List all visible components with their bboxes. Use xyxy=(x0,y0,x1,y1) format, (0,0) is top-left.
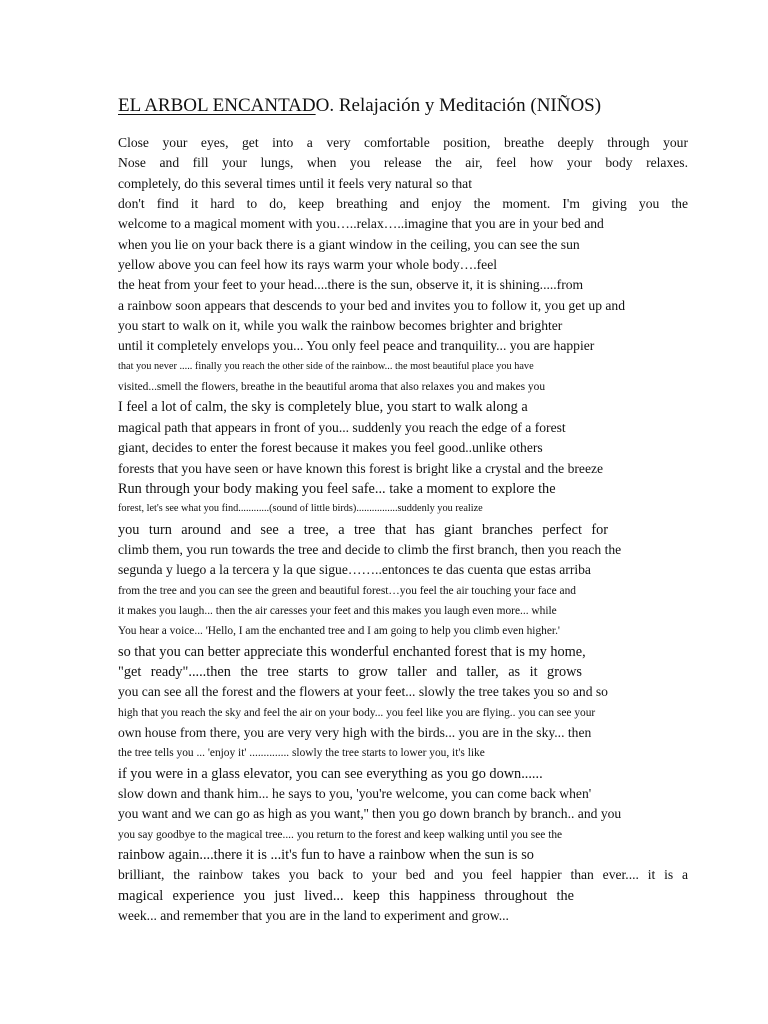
text-line: high that you reach the sky and feel the air on your body... you feel like you are flying.. you can see your xyxy=(118,706,596,719)
text-line: magical experience you just lived... keep this happiness throughout the xyxy=(118,887,574,904)
title-underlined-part: EL ARBOL ENCANTAD xyxy=(118,95,316,116)
text-line: you start to walk on it, while you walk the rainbow becomes brighter and brighter xyxy=(118,318,563,334)
text-line: you say goodbye to the magical tree.... you return to the forest and keep walking until you see the xyxy=(118,828,563,841)
text-line: "get ready".....then the tree starts to grow taller and taller, as it grows xyxy=(118,663,582,680)
text-line: visited...smell the flowers, breathe in the beautiful aroma that also relaxes you and makes you xyxy=(118,381,546,394)
text-line: it makes you laugh... then the air caresses your feet and this makes you laugh even more... while xyxy=(118,604,557,617)
text-line: rainbow again....there it is ...it's fun to have a rainbow when the sun is so xyxy=(118,847,534,864)
text-line: forests that you have seen or have known this forest is bright like a crystal and the breeze xyxy=(118,460,604,476)
text-line: I feel a lot of calm, the sky is completely blue, you start to walk along a xyxy=(118,399,528,416)
text-line: welcome to a magical moment with you…..relax…..imagine that you are in your bed and xyxy=(118,216,604,232)
text-line: don't find it hard to do, keep breathing and enjoy the moment. I'm giving you the xyxy=(118,196,688,212)
text-line: completely, do this several times until it feels very natural so that xyxy=(118,175,472,191)
title-rest-part: O. Relajación y Meditación (NIÑOS) xyxy=(315,95,602,116)
text-line: own house from there, you are very very high with the birds... you are in the sky... then xyxy=(118,724,592,740)
text-line: segunda y luego a la tercera y la que sigue……..entonces te das cuenta que estas arriba xyxy=(118,562,591,578)
text-line: You hear a voice... 'Hello, I am the enchanted tree and I am going to help you climb even higher.' xyxy=(118,625,560,638)
text-line: if you were in a glass elevator, you can see everything as you go down...... xyxy=(118,765,543,782)
text-line: Close your eyes, get into a very comfortable position, breathe deeply through your xyxy=(118,135,688,150)
text-line: giant, decides to enter the forest because it makes you feel good..unlike others xyxy=(118,440,543,456)
story-body xyxy=(118,133,688,926)
text-line: so that you can better appreciate this wonderful enchanted forest that is my home, xyxy=(118,643,586,660)
text-line: brilliant, the rainbow takes you back to your bed and you feel happier than ever.... it is a xyxy=(118,867,688,883)
text-line: you want and we can go as high as you want,'' then you go down branch by branch.. and you xyxy=(118,806,622,822)
document-title xyxy=(118,94,601,118)
text-line: forest, let's see what you find............(sound of little birds)................suddenly you realize xyxy=(118,503,483,515)
text-line: you can see all the forest and the flowers at your feet... slowly the tree takes you so and so xyxy=(118,684,608,700)
text-line: the heat from your feet to your head....there is the sun, observe it, it is shining.....from xyxy=(118,277,584,293)
text-line: slow down and thank him... he says to you, 'you're welcome, you can come back when' xyxy=(118,786,592,801)
text-line: Nose and fill your lungs, when you release the air, feel how your body relaxes. xyxy=(118,155,688,171)
text-line: Run through your body making you feel safe... take a moment to explore the xyxy=(118,480,556,497)
text-line: that you never ..... finally you reach the other side of the rainbow... the most beautiful place you have xyxy=(118,360,534,372)
text-line: you turn around and see a tree, a tree that has giant branches perfect for xyxy=(118,521,608,538)
text-line: when you lie on your back there is a giant window in the ceiling, you can see the sun xyxy=(118,236,580,252)
text-line: climb them, you run towards the tree and decide to climb the first branch, then you reach the xyxy=(118,541,622,557)
text-line: a rainbow soon appears that descends to your bed and invites you to follow it, you get up and xyxy=(118,297,626,313)
text-line: from the tree and you can see the green and beautiful forest…you feel the air touching your face and xyxy=(118,584,576,597)
text-line: week... and remember that you are in the land to experiment and grow... xyxy=(118,908,509,924)
text-line: until it completely envelops you... You only feel peace and tranquility... you are happier xyxy=(118,338,595,354)
text-line: magical path that appears in front of you... suddenly you reach the edge of a forest xyxy=(118,419,566,435)
text-line: yellow above you can feel how its rays warm your whole body….feel xyxy=(118,257,498,273)
text-line: the tree tells you ... 'enjoy it' .............. slowly the tree starts to lower you, it's like xyxy=(118,747,485,760)
